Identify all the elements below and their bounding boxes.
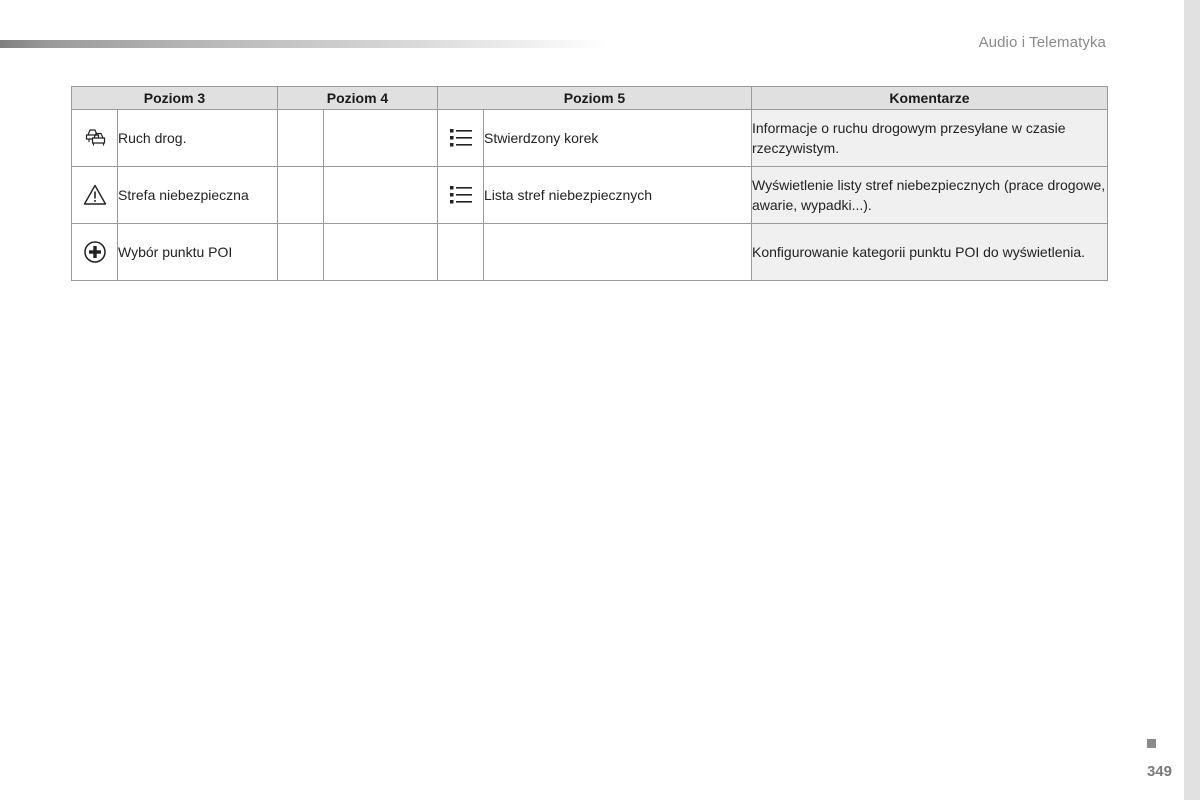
level4-label (324, 224, 438, 281)
plus-circle-icon (83, 240, 107, 264)
list-icon (449, 128, 473, 148)
column-header-comments: Komentarze (752, 87, 1108, 110)
level4-label (324, 167, 438, 224)
level5-icon-cell (438, 224, 484, 281)
comment-cell: Informacje o ruchu drogowym przesyłane w czasie rzeczywistym. (752, 110, 1108, 167)
page-number: 349 (1146, 763, 1172, 780)
column-header-level-4: Poziom 4 (278, 87, 438, 110)
level4-icon-cell (278, 110, 324, 167)
level3-icon-cell (72, 110, 118, 167)
comment-cell: Konfigurowanie kategorii punktu POI do wyświetlenia. (752, 224, 1108, 281)
level3-icon-cell (72, 167, 118, 224)
level5-label: Stwierdzony korek (484, 110, 752, 167)
level3-label: Wybór punktu POI (118, 224, 278, 281)
level5-icon-cell (438, 167, 484, 224)
header-gradient-bar (0, 40, 610, 48)
level3-icon-cell (72, 224, 118, 281)
column-header-level-3: Poziom 3 (72, 87, 278, 110)
page-edge-strip (1184, 0, 1200, 800)
table-header-row (72, 87, 1108, 110)
level3-label: Strefa niebezpieczna (118, 167, 278, 224)
page-marker (1147, 739, 1156, 748)
table-row (72, 110, 1108, 167)
level4-label (324, 110, 438, 167)
section-title: Audio i Telematyka (978, 34, 1106, 51)
level4-icon-cell (278, 167, 324, 224)
column-header-level-5: Poziom 5 (438, 87, 752, 110)
level5-icon-cell (438, 110, 484, 167)
table-row (72, 224, 1108, 281)
level4-icon-cell (278, 224, 324, 281)
menu-levels-table (71, 86, 1108, 281)
comment-cell: Wyświetlenie listy stref niebezpiecznych (prace drogowe, awarie, wypadki...). (752, 167, 1108, 224)
warning-triangle-icon (83, 184, 107, 206)
level3-label: Ruch drog. (118, 110, 278, 167)
list-icon (449, 185, 473, 205)
level5-label: Lista stref niebezpiecznych (484, 167, 752, 224)
table-row (72, 167, 1108, 224)
level5-label (484, 224, 752, 281)
traffic-icon (83, 127, 107, 149)
